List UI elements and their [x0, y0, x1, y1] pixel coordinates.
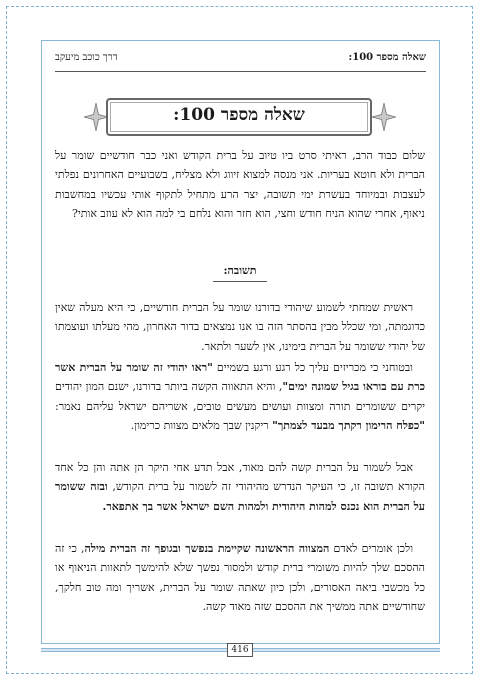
answer-heading-rule [213, 281, 267, 282]
title-box [106, 98, 372, 136]
answer-p2-text-2: , והיא התאווה הקשה ביותר בדורנו, ישנם המון יהודים יקרים ששומרים תורה ומצוות ועושים מעשים טובים, אשריהם ישראל עליהם נאמר: [55, 380, 425, 413]
footer-bar-left [41, 648, 227, 652]
running-head [55, 52, 426, 68]
answer-p4-text-2: , כי זה ההסכם שלך להיות משומרי ברית קודש ולמסור נפשך שלא להימשך לתאוות הניאוף או כל מכשבי ביאה האסורים, ולכן כיון שאתה שומר על הברית, אשריך ומה טוב חלקך, שחודשיים אתה ממשיך את ההסכם שזה מאוד קשה. [55, 542, 425, 614]
answer-paragraph-1: ראשית שמחתי לשמוע שיהודי בדורנו שומר על הברית חודשיים, כי היא מעלה שאין כדוגמתה, ומי שכלל מבין בהסתר הזה בו אנו נמצאים בדור האחרון, מהי מעלתו ועוצמתו של יהודי ששומר על הברית בימינו, אין לשער ולתאר. [55, 301, 425, 353]
page-number: 416 [227, 643, 253, 657]
answer-heading: תשובה: [223, 264, 257, 277]
answer-paragraph-3 [55, 458, 425, 516]
running-head-book-title: דרך כוכב מיעקב [55, 52, 118, 63]
question-paragraph: שלום כבוד הרב, ראיתי סרט ביו טיוב על ברית הקודש ואני כבר חודשיים שומר על הברית ולא חוטא בעריות. אני מנסה למצוא זיווג ולא מצליח, בשבועיים האחרונים נפלתי לעצבות ובמיוחד בעשרת ימי תשובה, יצר הרע מתחיל לתקוף אותי עכשיו במחשבות ניאוף, אחרי שהוא הניח חודש וחצי, הוא חזר והוא נלחם בי למה הוא לא עוזב אותי? [55, 149, 425, 221]
answer-p2-text-3: ריקנין שבך מלאים מצוות כרימון. [130, 419, 273, 433]
answer-p3-text: אבל לשמור על הברית קשה להם מאוד, אבל תדע אחי היקר הן אתה והן כל אחד הקורא תשובה זו, כי העיקר הנדרש מהיהודי זה לשמור על ברית הקודש, [55, 461, 426, 494]
answer-p4-text-1: ולכן אומרים לאדם [329, 542, 414, 555]
answer-paragraph-4 [55, 539, 425, 617]
answer-p2-quote-1: "ראו יהודי זה שומר על הברית אשר כרת עם בוראו בגיל שמונה ימים" [55, 361, 425, 394]
right-ornament-star-icon [372, 103, 396, 131]
answer-p2-quote-2: "כפלח הרימון רקתך מבעד לצמתך" [272, 419, 425, 433]
answer-paragraph-2 [55, 358, 425, 436]
footer-bar-right [253, 648, 440, 652]
running-head-rule [55, 71, 426, 72]
answer-p3-bold: ובזה ששומר על הברית הוא נכנס למהות היהודית ולמהות השם ישראל אשר בך אתפאר. [55, 480, 425, 513]
answer-p2-text-1: ובטוחני כי מכריזים עליך כל רגע ורגע בשמיים [212, 361, 413, 374]
left-ornament-star-icon [84, 103, 108, 131]
running-head-section: שאלה מספר 100: [348, 52, 426, 63]
answer-p4-bold: המצווה הראשונה שקיימת בנפשך ובגופך זה הברית מילה [84, 542, 330, 555]
page-title: שאלה מספר 100: [173, 105, 305, 125]
